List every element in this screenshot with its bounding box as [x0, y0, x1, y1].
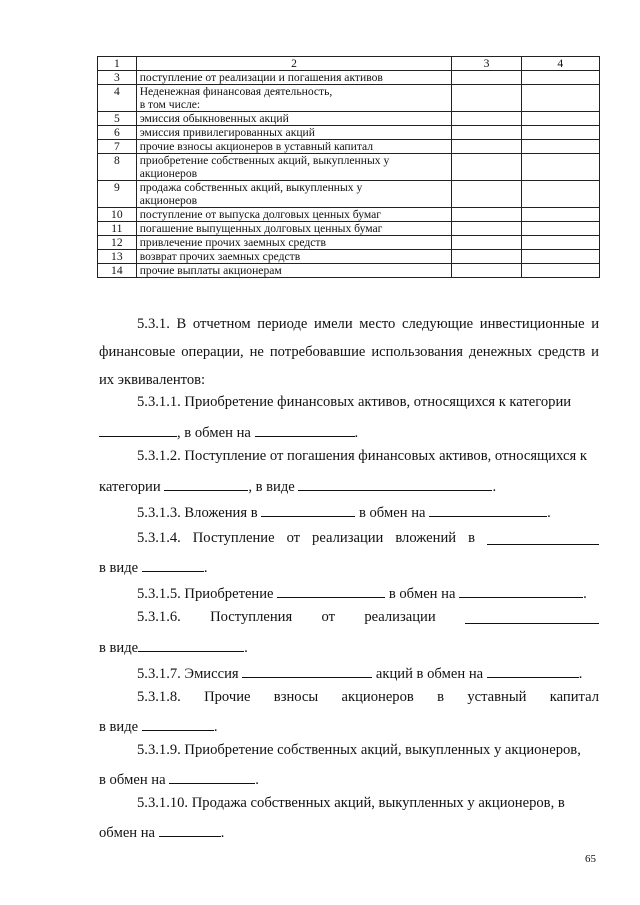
value-cell-col3: [452, 71, 521, 85]
paragraph-5-3-1-1-line2: [99, 422, 599, 442]
row-description-line: Неденежная финансовая деятельность,: [139, 85, 333, 98]
paragraph-5-3-1-4-line2: [99, 557, 599, 577]
text-fragment: от: [286, 530, 301, 546]
table-row: [98, 181, 600, 208]
paragraph-5-3-1-4-line1: [99, 530, 599, 547]
text-fragment: акций в обмен на: [375, 666, 484, 682]
row-description-cell: [136, 126, 452, 140]
text-fragment: .: [547, 505, 551, 521]
blank-field[interactable]: [255, 422, 355, 437]
paragraph-5-3-1-3: [99, 502, 599, 522]
row-number-cell: 8: [98, 154, 137, 181]
value-cell-col4: [521, 85, 599, 112]
text-fragment: обмен на: [99, 825, 156, 841]
row-description-cell: [136, 112, 452, 126]
blank-field[interactable]: [159, 822, 221, 837]
row-number-cell: 5: [98, 112, 137, 126]
value-cell-col3: [452, 140, 521, 154]
row-description-line: эмиссия привилегированных акций: [139, 126, 315, 139]
text-fragment: , в обмен на: [177, 425, 251, 441]
paragraph-5-3-1-2-line1: 5.3.1.2. Поступление от погашения финансовых активов, относящихся к: [137, 448, 587, 464]
text-fragment: в виде: [99, 640, 139, 656]
text-fragment: .: [220, 825, 225, 841]
value-cell-col4: [521, 236, 599, 250]
row-description-line: привлечение прочих заемных средств: [139, 236, 326, 249]
row-description-cell: [136, 140, 452, 154]
table-row: [98, 264, 600, 278]
value-cell-col4: [521, 264, 599, 278]
text-fragment: в виде: [99, 560, 139, 576]
blank-field[interactable]: [242, 663, 372, 678]
value-cell-col4: [521, 208, 599, 222]
row-description-line: эмиссия обыкновенных акций: [139, 112, 289, 125]
paragraph-5-3-1-7: [99, 663, 599, 683]
text-fragment: 5.3.1.3. Вложения в: [137, 505, 258, 521]
text-fragment: Поступления: [210, 609, 293, 625]
text-fragment: реализации: [364, 609, 436, 625]
text-fragment: .: [255, 772, 259, 788]
row-number-cell: 4: [98, 85, 137, 112]
value-cell-col3: [452, 85, 521, 112]
header-cell: 1: [98, 57, 137, 71]
row-description-line: поступление от выпуска долговых ценных бумаг: [139, 208, 381, 221]
text-fragment: в виде: [99, 719, 139, 735]
text-fragment: в обмен на: [358, 505, 426, 521]
row-number-cell: 6: [98, 126, 137, 140]
text-fragment: от: [321, 609, 335, 625]
row-number-cell: 14: [98, 264, 137, 278]
row-description-cell: [136, 236, 452, 250]
header-cell: 3: [452, 57, 521, 71]
row-description-line: поступление от реализации и погашения активов: [139, 71, 383, 84]
text-fragment: взносы: [273, 689, 319, 705]
value-cell-col3: [452, 181, 521, 208]
cash-flow-table: [97, 56, 600, 278]
text-fragment: в обмен на: [99, 772, 166, 788]
value-cell-col3: [452, 236, 521, 250]
text-fragment: 5.3.1.4.: [137, 530, 181, 546]
value-cell-col3: [452, 208, 521, 222]
row-description-line: возврат прочих заемных средств: [139, 250, 301, 263]
text-fragment: категории: [99, 479, 161, 495]
row-description-cell: [136, 222, 452, 236]
text-fragment: реализации: [312, 530, 384, 546]
row-description-cell: [136, 71, 452, 85]
paragraph-5-3-1-10-line1: 5.3.1.10. Продажа собственных акций, выкупленных у акционеров, в: [137, 795, 565, 811]
table-row: [98, 250, 600, 264]
text-fragment: 5.3.1.6.: [137, 609, 181, 625]
text-fragment: , в виде: [248, 479, 295, 495]
table-row: [98, 85, 600, 112]
blank-field[interactable]: [142, 716, 214, 731]
row-description-line: прочие выплаты акционерам: [139, 264, 282, 277]
row-description-cell: [136, 181, 452, 208]
row-description-line: продажа собственных акций, выкупленных у: [139, 181, 363, 194]
value-cell-col3: [452, 250, 521, 264]
blank-field[interactable]: [261, 502, 355, 517]
text-fragment: .: [203, 560, 208, 576]
paragraph-5-3-1-1-line1: 5.3.1.1. Приобретение финансовых активов, относящихся к категории: [137, 394, 572, 410]
table-row: [98, 112, 600, 126]
blank-field[interactable]: [169, 769, 255, 784]
value-cell-col3: [452, 154, 521, 181]
row-description-line: акционеров: [139, 194, 198, 207]
value-cell-col4: [521, 126, 599, 140]
table-row: [98, 126, 600, 140]
row-number-cell: 10: [98, 208, 137, 222]
text-fragment: Поступление: [192, 530, 275, 546]
table-row: [98, 154, 600, 181]
paragraph-5-3-1-10-line2: [99, 822, 599, 842]
value-cell-col4: [521, 112, 599, 126]
blank-field[interactable]: [298, 476, 492, 491]
header-cell: 4: [521, 57, 599, 71]
text-fragment: 5.3.1.8.: [137, 689, 181, 705]
paragraph-5-3-1-2-line2: [99, 476, 599, 496]
row-number-cell: 7: [98, 140, 137, 154]
row-description-cell: [136, 250, 452, 264]
value-cell-col3: [452, 126, 521, 140]
header-cell: 2: [136, 57, 452, 71]
paragraph-5-3-1-6-line2: [99, 637, 599, 657]
text-fragment: .: [578, 666, 583, 682]
row-number-cell: 3: [98, 71, 137, 85]
value-cell-col4: [521, 222, 599, 236]
text-fragment: уставный: [467, 689, 527, 705]
text-fragment: Прочие: [204, 689, 251, 705]
row-description-line: приобретение собственных акций, выкупленных у: [139, 154, 390, 167]
blank-field[interactable]: [487, 663, 579, 678]
text-fragment: 5.3.1.7. Эмиссия: [137, 666, 239, 682]
row-description-line: в том числе:: [139, 98, 201, 111]
value-cell-col4: [521, 71, 599, 85]
text-fragment: .: [583, 586, 587, 602]
text-fragment: .: [244, 640, 248, 656]
value-cell-col4: [521, 250, 599, 264]
blank-field[interactable]: [429, 502, 547, 517]
value-cell-col3: [452, 222, 521, 236]
value-cell-col4: [521, 140, 599, 154]
text-fragment: .: [213, 719, 218, 735]
paragraph-5-3-1-6-line1: [99, 609, 599, 626]
blank-field[interactable]: [99, 422, 177, 437]
blank-field[interactable]: [277, 583, 385, 598]
text-fragment: в: [437, 689, 445, 705]
row-description-line: прочие взносы акционеров в уставный капитал: [139, 140, 374, 153]
text-fragment: 5.3.1.5. Приобретение: [137, 586, 274, 602]
paragraph-5-3-1-9-line2: [99, 769, 599, 789]
table-row: [98, 208, 600, 222]
table-header-row: [98, 57, 600, 71]
text-fragment: акционеров: [341, 689, 414, 705]
row-description-line: погашение выпущенных долговых ценных бумаг: [139, 222, 383, 235]
row-number-cell: 12: [98, 236, 137, 250]
value-cell-col3: [452, 264, 521, 278]
text-fragment: капитал: [549, 689, 599, 705]
row-description-cell: [136, 208, 452, 222]
text-fragment: вложений: [395, 530, 457, 546]
page-number: 65: [585, 853, 596, 865]
row-description-cell: [136, 154, 452, 181]
blank-field[interactable]: [138, 637, 244, 652]
row-description-cell: [136, 85, 452, 112]
table-row: [98, 222, 600, 236]
table-row: [98, 140, 600, 154]
text-fragment: в: [468, 530, 475, 546]
paragraph-5-3-1-8-line1: [99, 689, 599, 706]
paragraph-5-3-1-8-line2: [99, 716, 599, 736]
text-fragment: .: [492, 479, 497, 495]
row-description-line: акционеров: [139, 167, 198, 180]
row-number-cell: 9: [98, 181, 137, 208]
blank-field[interactable]: [465, 609, 599, 624]
row-number-cell: 13: [98, 250, 137, 264]
blank-field[interactable]: [142, 557, 204, 572]
blank-field[interactable]: [164, 476, 248, 491]
paragraph-5-3-1: 5.3.1. В отчетном периоде имели место следующие инвестиционные и финансовые операции, не потребовавшие использования денежных средств и их эквивалентов:: [99, 316, 599, 388]
text-fragment: в обмен на: [388, 586, 456, 602]
text-fragment: .: [354, 425, 359, 441]
row-description-cell: [136, 264, 452, 278]
row-number-cell: 11: [98, 222, 137, 236]
blank-field[interactable]: [487, 530, 599, 545]
value-cell-col4: [521, 181, 599, 208]
value-cell-col3: [452, 112, 521, 126]
value-cell-col4: [521, 154, 599, 181]
table-row: [98, 236, 600, 250]
blank-field[interactable]: [459, 583, 583, 598]
paragraph-5-3-1-5: [99, 583, 599, 603]
paragraph-5-3-1-9-line1: 5.3.1.9. Приобретение собственных акций, выкупленных у акционеров,: [137, 742, 581, 758]
table-row: [98, 71, 600, 85]
